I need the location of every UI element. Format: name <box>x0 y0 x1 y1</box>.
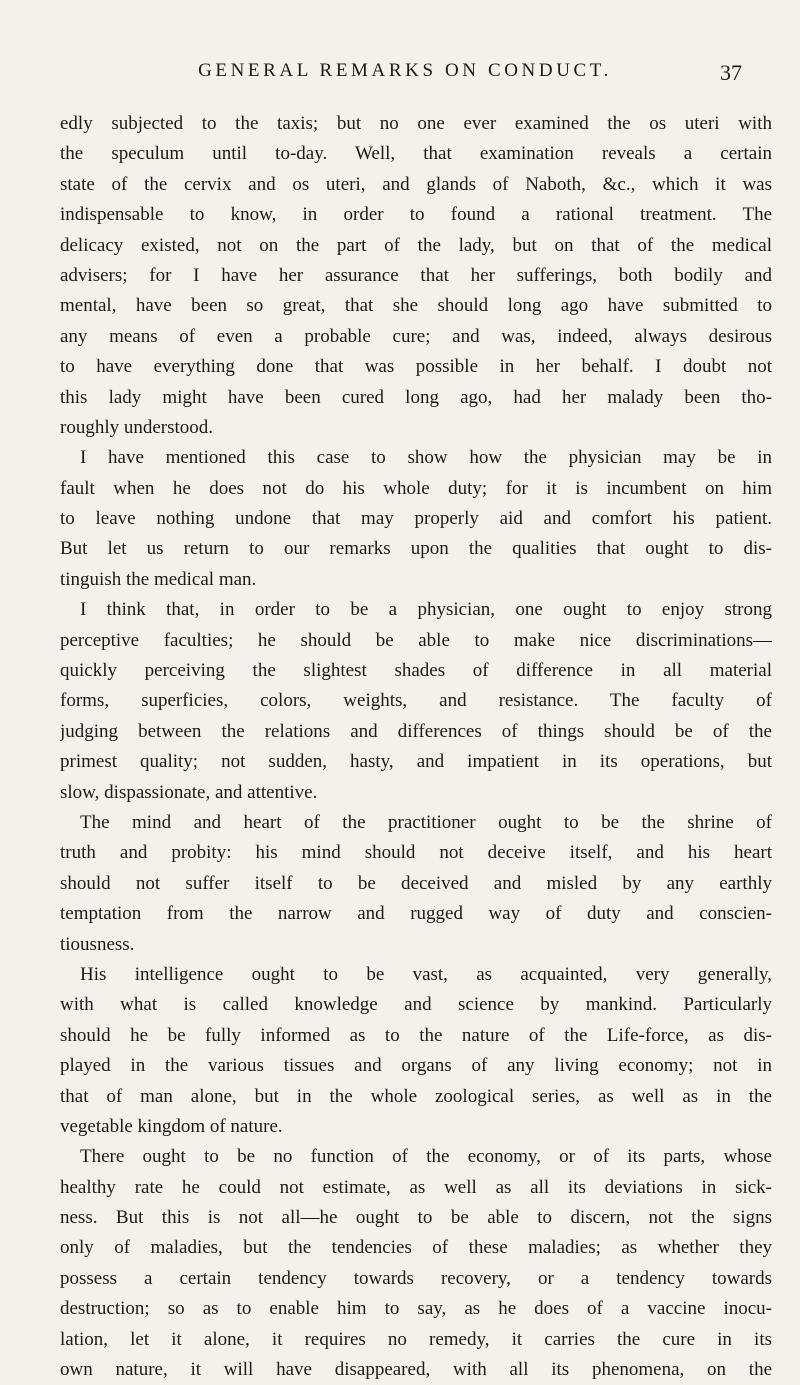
text-line: only of maladies, but the tendencies of these maladies; as whether they <box>60 1237 772 1259</box>
text-line: edly subjected to the taxis; but no one ever examined the os uteri with <box>60 113 772 134</box>
text-line: any means of even a probable cure; and was, indeed, always desirous <box>60 325 772 347</box>
text-line: this lady might have been cured long ago, had her malady been tho- <box>60 386 772 408</box>
text-line: primest quality; not sudden, hasty, and impatient in its operations, but <box>60 751 772 773</box>
text-line: slow, dispassionate, and attentive. <box>60 781 318 803</box>
text-line: destruction; so as to enable him to say, as he does of a vaccine inocu- <box>60 1298 772 1320</box>
text-line: with what is called knowledge and science by mankind. Particularly <box>60 994 772 1016</box>
text-line: should not suffer itself to be deceived and misled by any earthly <box>60 872 772 894</box>
text-line: should he be fully informed as to the nature of the Life-force, as dis- <box>60 1024 772 1046</box>
text-line: played in the various tissues and organs of any living economy; not in <box>60 1055 772 1077</box>
text-line: I have mentioned this case to show how the physician may be in <box>80 447 772 469</box>
text-line: indispensable to know, in order to found a rational treatment. The <box>60 204 772 226</box>
text-line: roughly understood. <box>60 416 214 438</box>
text-line: that of man alone, but in the whole zoological series, as well as in the <box>60 1085 772 1107</box>
text-line: judging between the relations and differences of things should be of the <box>60 720 772 742</box>
text-line: tinguish the medical man. <box>60 568 257 590</box>
text-line: forms, superficies, colors, weights, and resistance. The faculty of <box>60 690 772 712</box>
text-line: temptation from the narrow and rugged way of duty and conscien- <box>60 903 772 925</box>
text-line: His intelligence ought to be vast, as acquainted, very generally, <box>80 963 772 985</box>
text-line: fault when he does not do his whole duty; for it is incumbent on him <box>60 477 772 499</box>
text-line: healthy rate he could not estimate, as well as all its deviations in sick- <box>60 1176 772 1198</box>
text-line: tiousness. <box>60 933 135 955</box>
text-line: lation, let it alone, it requires no remedy, it carries the cure in its <box>60 1328 772 1350</box>
text-line: to have everything done that was possible in her behalf. I doubt not <box>60 356 772 378</box>
text-line: ness. But this is not all—he ought to be able to discern, not the signs <box>60 1207 772 1229</box>
text-line: advisers; for I have her assurance that her sufferings, both bodily and <box>60 264 772 286</box>
running-title: GENERAL REMARKS ON CONDUCT. <box>198 60 612 81</box>
text-line: The mind and heart of the practitioner ought to be the shrine of <box>80 811 772 833</box>
text-line: mental, have been so great, that she should long ago have submitted to <box>60 295 772 317</box>
text-line: to leave nothing undone that may properly aid and comfort his patient. <box>60 508 772 530</box>
text-line: the speculum until to-day. Well, that examination reveals a certain <box>60 143 772 165</box>
body-text <box>60 109 772 1385</box>
text-line: own nature, it will have disappeared, with all its phenomena, on the <box>60 1359 772 1381</box>
text-line: But let us return to our remarks upon the qualities that ought to dis- <box>60 538 772 560</box>
page-header <box>60 60 750 90</box>
text-line: There ought to be no function of the economy, or of its parts, whose <box>80 1146 772 1168</box>
page-number: 37 <box>720 60 742 85</box>
text-line: truth and probity: his mind should not deceive itself, and his heart <box>60 842 772 864</box>
text-line: quickly perceiving the slightest shades of difference in all material <box>60 660 772 682</box>
text-line: state of the cervix and os uteri, and glands of Naboth, &c., which it was <box>60 173 772 195</box>
text-line: delicacy existed, not on the part of the lady, but on that of the medical <box>60 234 772 256</box>
text-line: vegetable kingdom of nature. <box>60 1115 283 1137</box>
text-line: I think that, in order to be a physician, one ought to enjoy strong <box>80 599 772 621</box>
text-line: perceptive faculties; he should be able to make nice discriminations— <box>60 629 772 651</box>
text-line: possess a certain tendency towards recovery, or a tendency towards <box>60 1267 772 1289</box>
